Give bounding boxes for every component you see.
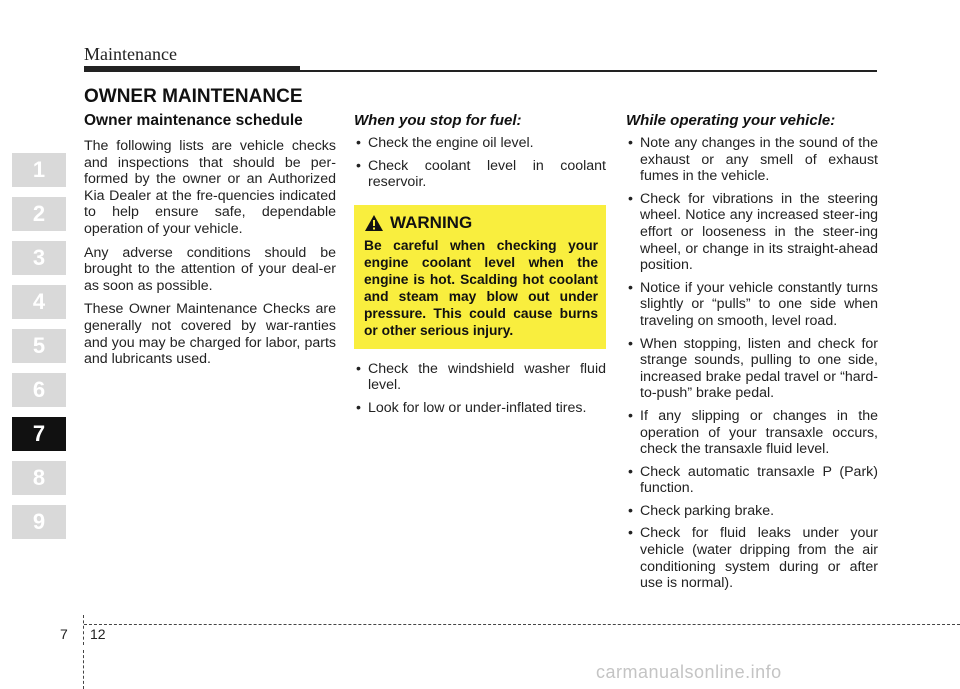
warning-box — [354, 205, 606, 349]
list-item: • Check the windshield washer fluid level. — [354, 361, 606, 394]
column-fuel-stop — [354, 112, 606, 423]
warning-header — [364, 213, 598, 233]
section-title: OWNER MAINTENANCE — [84, 86, 303, 107]
fuel-stop-list-top — [354, 135, 606, 191]
chapter-tab-6[interactable]: 6 — [12, 373, 66, 407]
footer-divider-vertical-lower — [83, 650, 84, 689]
list-item: • Check automatic transaxle P (Park) function. — [626, 464, 878, 497]
chapter-tab-5[interactable]: 5 — [12, 329, 66, 363]
heading-fuel-stop: When you stop for fuel: — [354, 112, 522, 129]
page-number: 12 — [90, 626, 106, 642]
watermark: carmanualsonline.info — [596, 662, 782, 682]
footer-divider-horizontal — [84, 624, 960, 625]
header-rule-thick — [84, 66, 300, 72]
list-item: • Check coolant level in coolant reservoir. — [354, 158, 606, 191]
heading-owner-schedule: Owner maintenance schedule — [84, 112, 303, 129]
list-item: • Check for fluid leaks under your vehicle (water dripping from the air conditioning system during or after use is normal). — [626, 525, 878, 591]
footer-divider-vertical — [83, 615, 84, 645]
list-item: • Check the engine oil level. — [354, 135, 606, 152]
while-operating-list — [626, 135, 878, 592]
chapter-tab-8[interactable]: 8 — [12, 461, 66, 495]
column-while-operating — [626, 112, 878, 598]
list-item: • Check parking brake. — [626, 503, 878, 520]
chapter-tab-9[interactable]: 9 — [12, 505, 66, 539]
list-item: • Check for vibrations in the steering wheel. Notice any increased steer-ing effort or looseness in the steer-ing wheel, or change in its straight-ahead position. — [626, 191, 878, 274]
warning-text: Be careful when checking your engine coolant level when the engine is hot. Scalding hot coolant and steam may blow out under pressure. This could cause burns or other serious injury. — [364, 237, 598, 338]
paragraph-adverse: Any adverse conditions should be brought to the attention of your deal-er as soon as possible. — [84, 244, 336, 294]
paragraph-warranty: These Owner Maintenance Checks are generally not covered by war-ranties and you may be charged for labor, parts and lubricants used. — [84, 301, 336, 368]
chapter-tab-1[interactable]: 1 — [12, 153, 66, 187]
chapter-tab-7[interactable]: 7 — [12, 417, 66, 451]
list-item: • Note any changes in the sound of the exhaust or any smell of exhaust fumes in the vehicle. — [626, 135, 878, 185]
header-title: Maintenance — [84, 44, 177, 64]
paragraph-intro: The following lists are vehicle checks and inspections that should be per-formed by the owner or an Authorized Kia Dealer at the fre-quencies indicated to help ensure safe, dependable operation of your vehicle. — [84, 138, 336, 237]
column-owner-schedule — [84, 112, 336, 375]
list-item: • Notice if your vehicle constantly turns slightly or “pulls” to one side when traveling on smooth, level road. — [626, 280, 878, 330]
page-chapter-number: 7 — [60, 626, 68, 642]
warning-title: WARNING — [390, 212, 473, 232]
heading-while-operating: While operating your vehicle: — [626, 112, 836, 129]
fuel-stop-list-bottom — [354, 361, 606, 417]
warning-triangle-icon — [364, 214, 384, 232]
chapter-tab-3[interactable]: 3 — [12, 241, 66, 275]
list-item: • Look for low or under-inflated tires. — [354, 400, 606, 417]
list-item: • If any slipping or changes in the operation of your transaxle occurs, check the transaxle fluid level. — [626, 408, 878, 458]
chapter-tab-4[interactable]: 4 — [12, 285, 66, 319]
list-item: • When stopping, listen and check for strange sounds, pulling to one side, increased brake pedal travel or “hard-to-push” brake pedal. — [626, 336, 878, 402]
header-rule-thin — [300, 70, 877, 72]
chapter-tab-2[interactable]: 2 — [12, 197, 66, 231]
